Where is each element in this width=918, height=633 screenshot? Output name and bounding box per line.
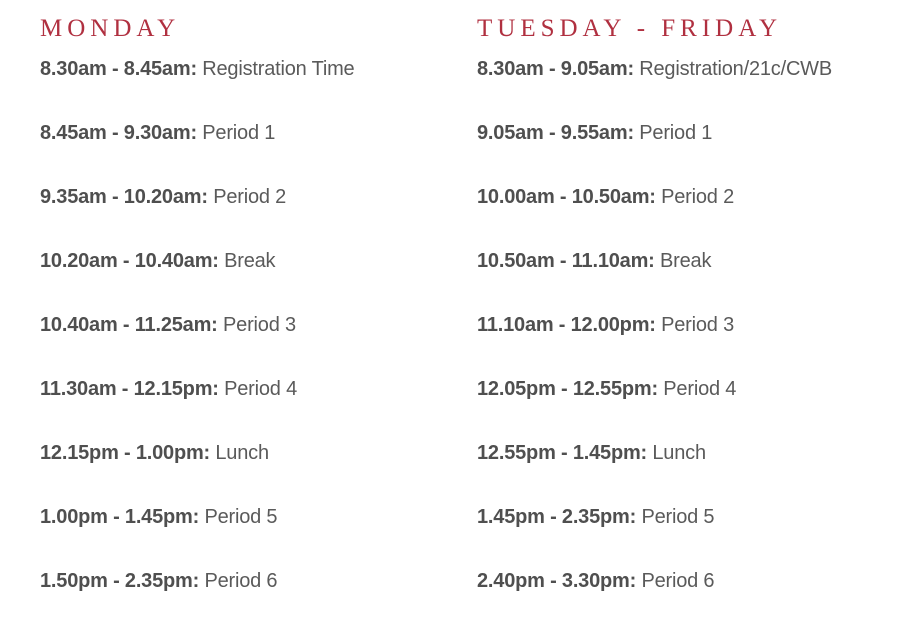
entry-activity: Period 5 bbox=[641, 506, 715, 528]
entry-time: 8.30am - 9.05am: bbox=[477, 58, 634, 80]
entry-time: 10.50am - 11.10am: bbox=[477, 250, 655, 272]
entry-activity: Period 3 bbox=[661, 314, 734, 336]
entry-time: 10.20am - 10.40am: bbox=[40, 250, 219, 272]
tuesday-friday-entries bbox=[477, 57, 907, 593]
entry-activity: Period 2 bbox=[661, 186, 735, 208]
entry-activity: Period 4 bbox=[224, 378, 297, 400]
entry-time: 8.45am - 9.30am: bbox=[40, 122, 197, 144]
schedule-entry bbox=[477, 57, 907, 121]
entry-time: 1.50pm - 2.35pm: bbox=[40, 570, 200, 592]
entry-activity: Break bbox=[660, 250, 712, 272]
entry-time: 10.00am - 10.50am: bbox=[477, 186, 656, 208]
schedule-entry bbox=[40, 441, 450, 505]
entry-time: 9.05am - 9.55am: bbox=[477, 122, 634, 144]
schedule-entry bbox=[477, 569, 907, 593]
schedule-entry bbox=[40, 249, 450, 313]
entry-activity: Period 2 bbox=[213, 186, 287, 208]
entry-time: 10.40am - 11.25am: bbox=[40, 314, 218, 336]
monday-entries bbox=[40, 57, 450, 593]
schedule-entry bbox=[40, 377, 450, 441]
entry-activity: Period 6 bbox=[204, 570, 278, 592]
entry-activity: Registration Time bbox=[202, 58, 355, 80]
monday-heading: MONDAY bbox=[40, 15, 181, 42]
entry-time: 11.30am - 12.15pm: bbox=[40, 378, 219, 400]
schedule-entry bbox=[477, 121, 907, 185]
schedule-entry bbox=[40, 505, 450, 569]
schedule-entry bbox=[40, 185, 450, 249]
entry-time: 8.30am - 8.45am: bbox=[40, 58, 197, 80]
entry-time: 1.45pm - 2.35pm: bbox=[477, 506, 637, 528]
entry-time: 11.10am - 12.00pm: bbox=[477, 314, 656, 336]
entry-time: 2.40pm - 3.30pm: bbox=[477, 570, 637, 592]
entry-time: 12.55pm - 1.45pm: bbox=[477, 442, 648, 464]
schedule-entry bbox=[40, 121, 450, 185]
entry-time: 1.00pm - 1.45pm: bbox=[40, 506, 200, 528]
entry-activity: Period 1 bbox=[639, 122, 713, 144]
entry-activity: Period 1 bbox=[202, 122, 276, 144]
entry-activity: Break bbox=[224, 250, 276, 272]
schedule-entry bbox=[40, 313, 450, 377]
schedule-entry bbox=[477, 505, 907, 569]
tuesday-friday-schedule bbox=[477, 14, 907, 593]
schedule-entry bbox=[477, 313, 907, 377]
schedule-entry bbox=[477, 185, 907, 249]
schedule-entry bbox=[477, 377, 907, 441]
tuesday-friday-heading: TUESDAY - FRIDAY bbox=[477, 15, 783, 42]
entry-activity: Lunch bbox=[652, 442, 706, 464]
entry-time: 12.05pm - 12.55pm: bbox=[477, 378, 658, 400]
entry-activity: Lunch bbox=[215, 442, 269, 464]
entry-time: 12.15pm - 1.00pm: bbox=[40, 442, 211, 464]
entry-time: 9.35am - 10.20am: bbox=[40, 186, 208, 208]
monday-schedule bbox=[40, 14, 450, 593]
entry-activity: Period 6 bbox=[641, 570, 715, 592]
entry-activity: Period 4 bbox=[663, 378, 737, 400]
entry-activity: Period 3 bbox=[223, 314, 296, 336]
entry-activity: Registration/21c/CWB bbox=[639, 58, 833, 80]
schedule-entry bbox=[40, 57, 450, 121]
schedule-entry bbox=[477, 441, 907, 505]
schedule-entry bbox=[40, 569, 450, 593]
entry-activity: Period 5 bbox=[204, 506, 278, 528]
schedule-entry bbox=[477, 249, 907, 313]
